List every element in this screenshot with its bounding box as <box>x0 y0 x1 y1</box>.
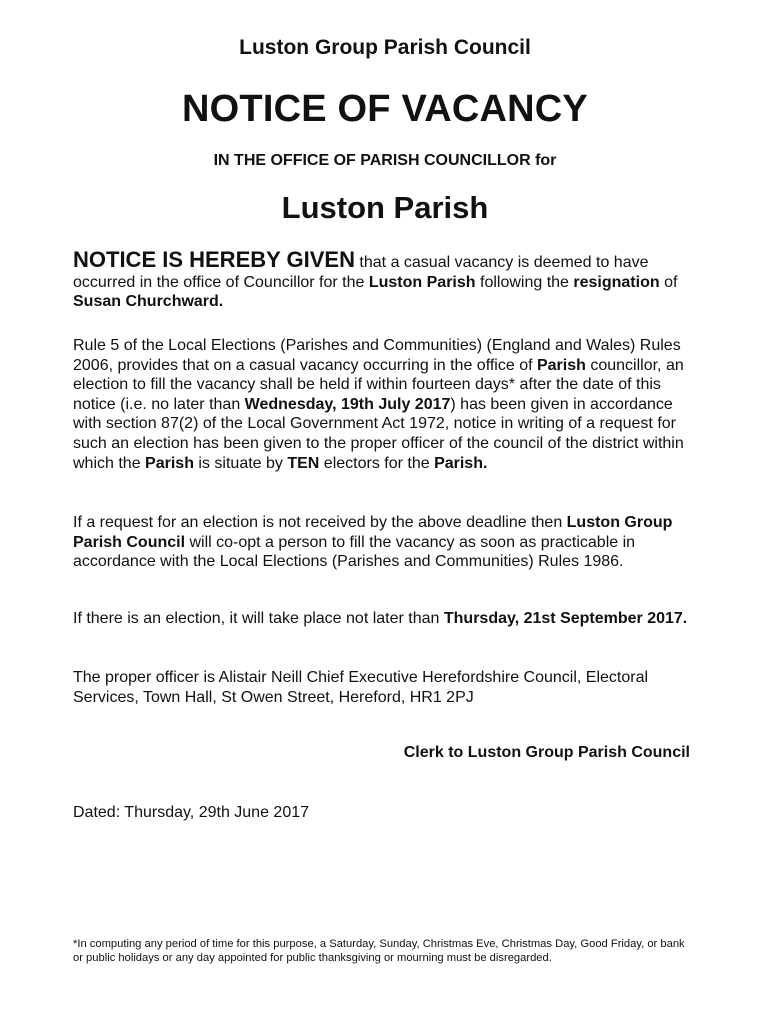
paragraph-co-opt <box>73 513 695 572</box>
office-line-text: IN THE OFFICE OF PARISH COUNCILLOR <box>213 152 531 169</box>
para1-text-2: following the <box>475 273 574 291</box>
dated-line: Dated: Thursday, 29th June 2017 <box>73 804 310 821</box>
para1-bold-resignation: resignation <box>573 273 660 291</box>
paragraph-rule5 <box>73 336 695 473</box>
para2-bold-ten: TEN <box>287 454 320 472</box>
para3-text-2: will co-opt a person to fill the vacancy as soon as practicable in accordance with the Local Elections (Parishes and Communities) Rules 1986. <box>73 533 636 571</box>
paragraph-notice <box>73 247 695 312</box>
para1-bold-name: Susan Churchward. <box>73 293 224 311</box>
para1-text-1: that a casual vacancy is deemed to have occurred in the office of Councillor for the <box>73 254 649 291</box>
para2-bold-parish-2: Parish <box>145 454 194 472</box>
para2-text-4: is situate by <box>193 454 288 472</box>
notice-lead: NOTICE IS HEREBY GIVEN <box>73 247 355 272</box>
footnote: *In computing any period of time for this purpose, a Saturday, Sunday, Christmas Eve, Christmas Day, Good Friday, or bank or public holidays or any day appointed for public thanksgiving or mourning must be disregarded. <box>73 938 685 964</box>
para3-bold-council: Luston Group Parish Council <box>73 514 673 551</box>
para4-text-1: If there is an election, it will take place not later than <box>73 610 444 627</box>
office-line <box>0 152 770 170</box>
para2-text-2: councillor, an election to fill the vacancy shall be held if within fourteen days* after the date of this notice (i.e. no later than <box>73 356 684 413</box>
para4-bold-date: Thursday, 21st September 2017. <box>443 610 688 627</box>
para2-bold-deadline: Wednesday, 19th July 2017 <box>244 395 451 413</box>
paragraph-election-date <box>73 609 695 629</box>
para3-text-1: If a request for an election is not received by the above deadline then <box>73 514 567 531</box>
clerk-signature: Clerk to Luston Group Parish Council <box>403 744 690 761</box>
para5-text-1: The proper officer is Alistair Neill Chief Executive Herefordshire Council, Electoral Services, Town Hall, St Owen Street, Hereford, HR1 2PJ <box>73 669 649 706</box>
paragraph-proper-officer <box>73 668 695 707</box>
para2-text-5: electors for the <box>319 454 435 472</box>
para1-text-3: of <box>659 273 678 291</box>
para2-bold-parish-3: Parish. <box>434 454 488 472</box>
para2-text-3: ) has been given in accordance with section 87(2) of the Local Government Act 1972, notice in writing of a request for such an election has been given to the proper officer of the council of the district within which the <box>73 395 684 472</box>
notice-title: NOTICE OF VACANCY <box>182 88 588 130</box>
para2-text-1: Rule 5 of the Local Elections (Parishes and Communities) (England and Wales) Rules 2006, provides that on a casual vacancy occurring in the office of <box>73 337 681 374</box>
office-line-for: for <box>535 152 557 169</box>
para2-bold-parish: Parish <box>536 356 586 374</box>
council-name: Luston Group Parish Council <box>239 36 531 59</box>
parish-name: Luston Parish <box>281 190 489 225</box>
para1-bold-parish: Luston Parish <box>368 273 476 291</box>
